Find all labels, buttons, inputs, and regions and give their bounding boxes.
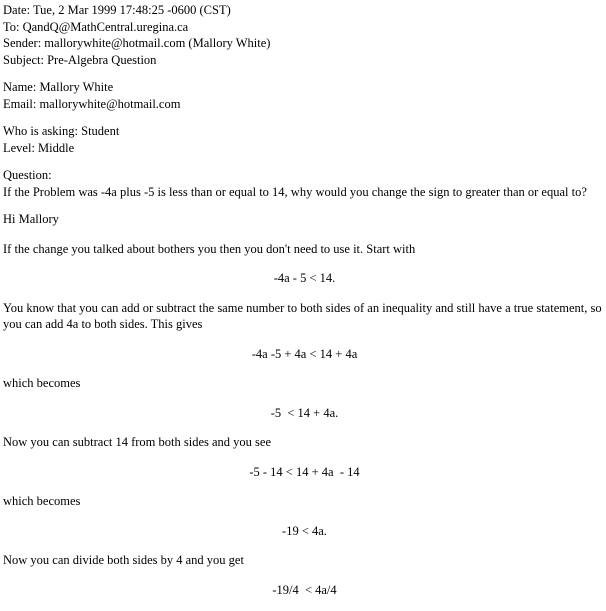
answer-paragraph-5: which becomes xyxy=(3,494,81,508)
asker-info xyxy=(3,123,606,156)
header-date: Date: Tue, 2 Mar 1999 17:48:25 -0600 (CST) xyxy=(3,3,231,17)
answer-paragraph-1: If the change you talked about bothers you then you don't need to use it. Start with xyxy=(3,241,416,256)
equation-1: -4a - 5 < 14. xyxy=(273,271,336,285)
answer-paragraph-2: You know that you can add or subtract the same number to both sides of an inequality and still have a true statement, so you can add 4a to both sides. This gives xyxy=(3,300,602,331)
answer-paragraph-4: Now you can subtract 14 from both sides and you see xyxy=(3,435,271,449)
question-text: If the Problem was -4a plus -5 is less than or equal to 14, why would you change the sign to greater than or equal to? xyxy=(3,184,587,199)
email-header xyxy=(3,2,606,68)
asker-who: Who is asking: Student xyxy=(3,124,120,138)
contact-email: Email: mallorywhite@hotmail.com xyxy=(3,96,181,111)
header-sender: Sender: mallorywhite@hotmail.com (Mallory White) xyxy=(3,36,271,50)
answer-paragraph-3: which becomes xyxy=(3,376,81,390)
equation-2: -4a -5 + 4a < 14 + 4a xyxy=(251,346,358,361)
equation-5: -19 < 4a. xyxy=(282,523,327,538)
question-label: Question: xyxy=(3,168,52,182)
contact-name: Name: Mallory White xyxy=(3,80,114,94)
answer-greeting: Hi Mallory xyxy=(3,212,59,226)
email-page xyxy=(3,2,606,611)
asker-level: Level: Middle xyxy=(3,140,75,155)
answer-paragraph-6: Now you can divide both sides by 4 and you get xyxy=(3,553,244,567)
contact-info xyxy=(3,79,606,112)
question-block xyxy=(3,167,606,200)
equation-6: -19/4 < 4a/4 xyxy=(272,582,337,597)
header-subject: Subject: Pre-Algebra Question xyxy=(3,52,157,67)
equation-3: -5 < 14 + 4a. xyxy=(270,405,339,420)
equation-4: -5 - 14 < 14 + 4a - 14 xyxy=(249,464,360,479)
header-to: To: QandQ@MathCentral.uregina.ca xyxy=(3,19,189,34)
answer-body xyxy=(3,211,606,598)
